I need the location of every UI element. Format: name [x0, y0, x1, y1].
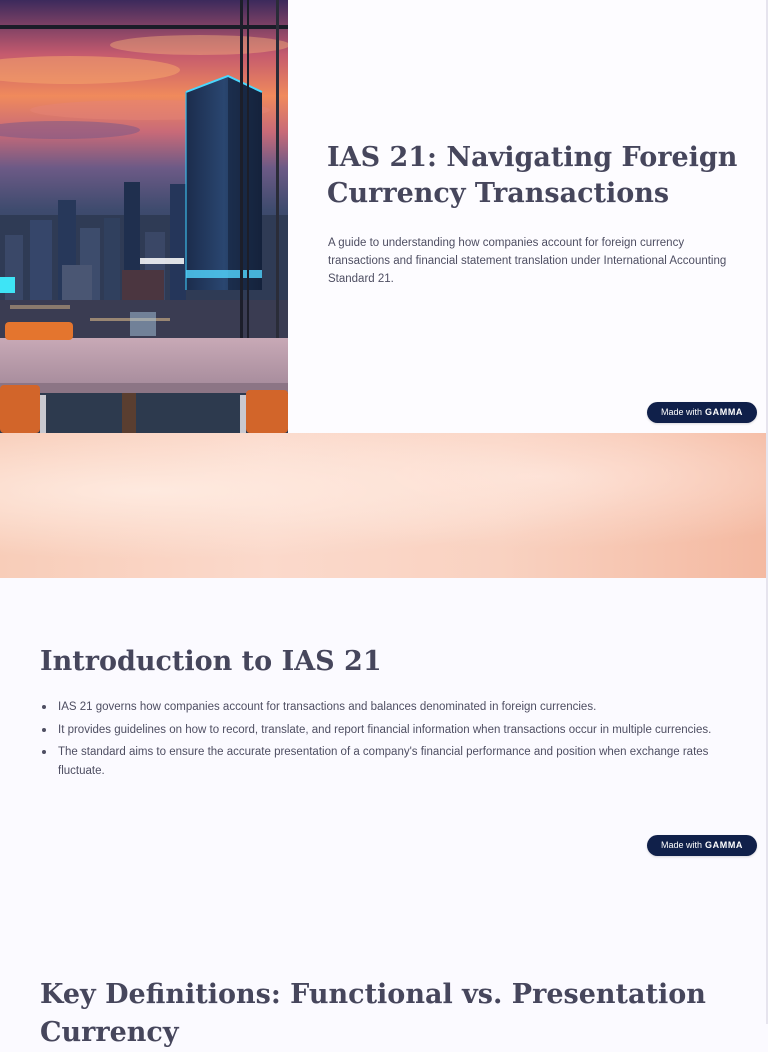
introduction-bullet-list	[40, 698, 730, 784]
badge-made-with-text: Made with	[660, 407, 703, 417]
decorative-gradient-band	[0, 433, 768, 578]
made-with-gamma-badge[interactable]	[647, 835, 757, 856]
bullet-item: IAS 21 governs how companies account for transactions and balances denominated in foreign currencies.	[40, 698, 730, 717]
hero-image	[0, 0, 288, 433]
slide-title	[0, 0, 768, 433]
made-with-gamma-badge[interactable]	[647, 402, 757, 423]
badge-brand-text: GAMMA	[705, 407, 744, 417]
bullet-item: It provides guidelines on how to record, translate, and report financial information when transactions occur in multiple currencies.	[40, 721, 730, 740]
slide-introduction	[0, 578, 768, 878]
slide-title-subtitle: A guide to understanding how companies account for foreign currency transactions and financial statement translation under International Accounting Standard 21.	[328, 237, 727, 285]
badge-brand-text: GAMMA	[705, 840, 744, 850]
introduction-heading: Introduction to IAS 21	[40, 646, 382, 677]
key-definitions-heading: Key Definitions: Functional vs. Presentation Currency	[40, 979, 706, 1048]
bullet-item: The standard aims to ensure the accurate presentation of a company's financial performance and position when exchange rates fluctuate.	[40, 743, 730, 780]
slide-title-heading: IAS 21: Navigating Foreign Currency Transactions	[327, 142, 738, 209]
badge-made-with-text: Made with	[660, 840, 703, 850]
